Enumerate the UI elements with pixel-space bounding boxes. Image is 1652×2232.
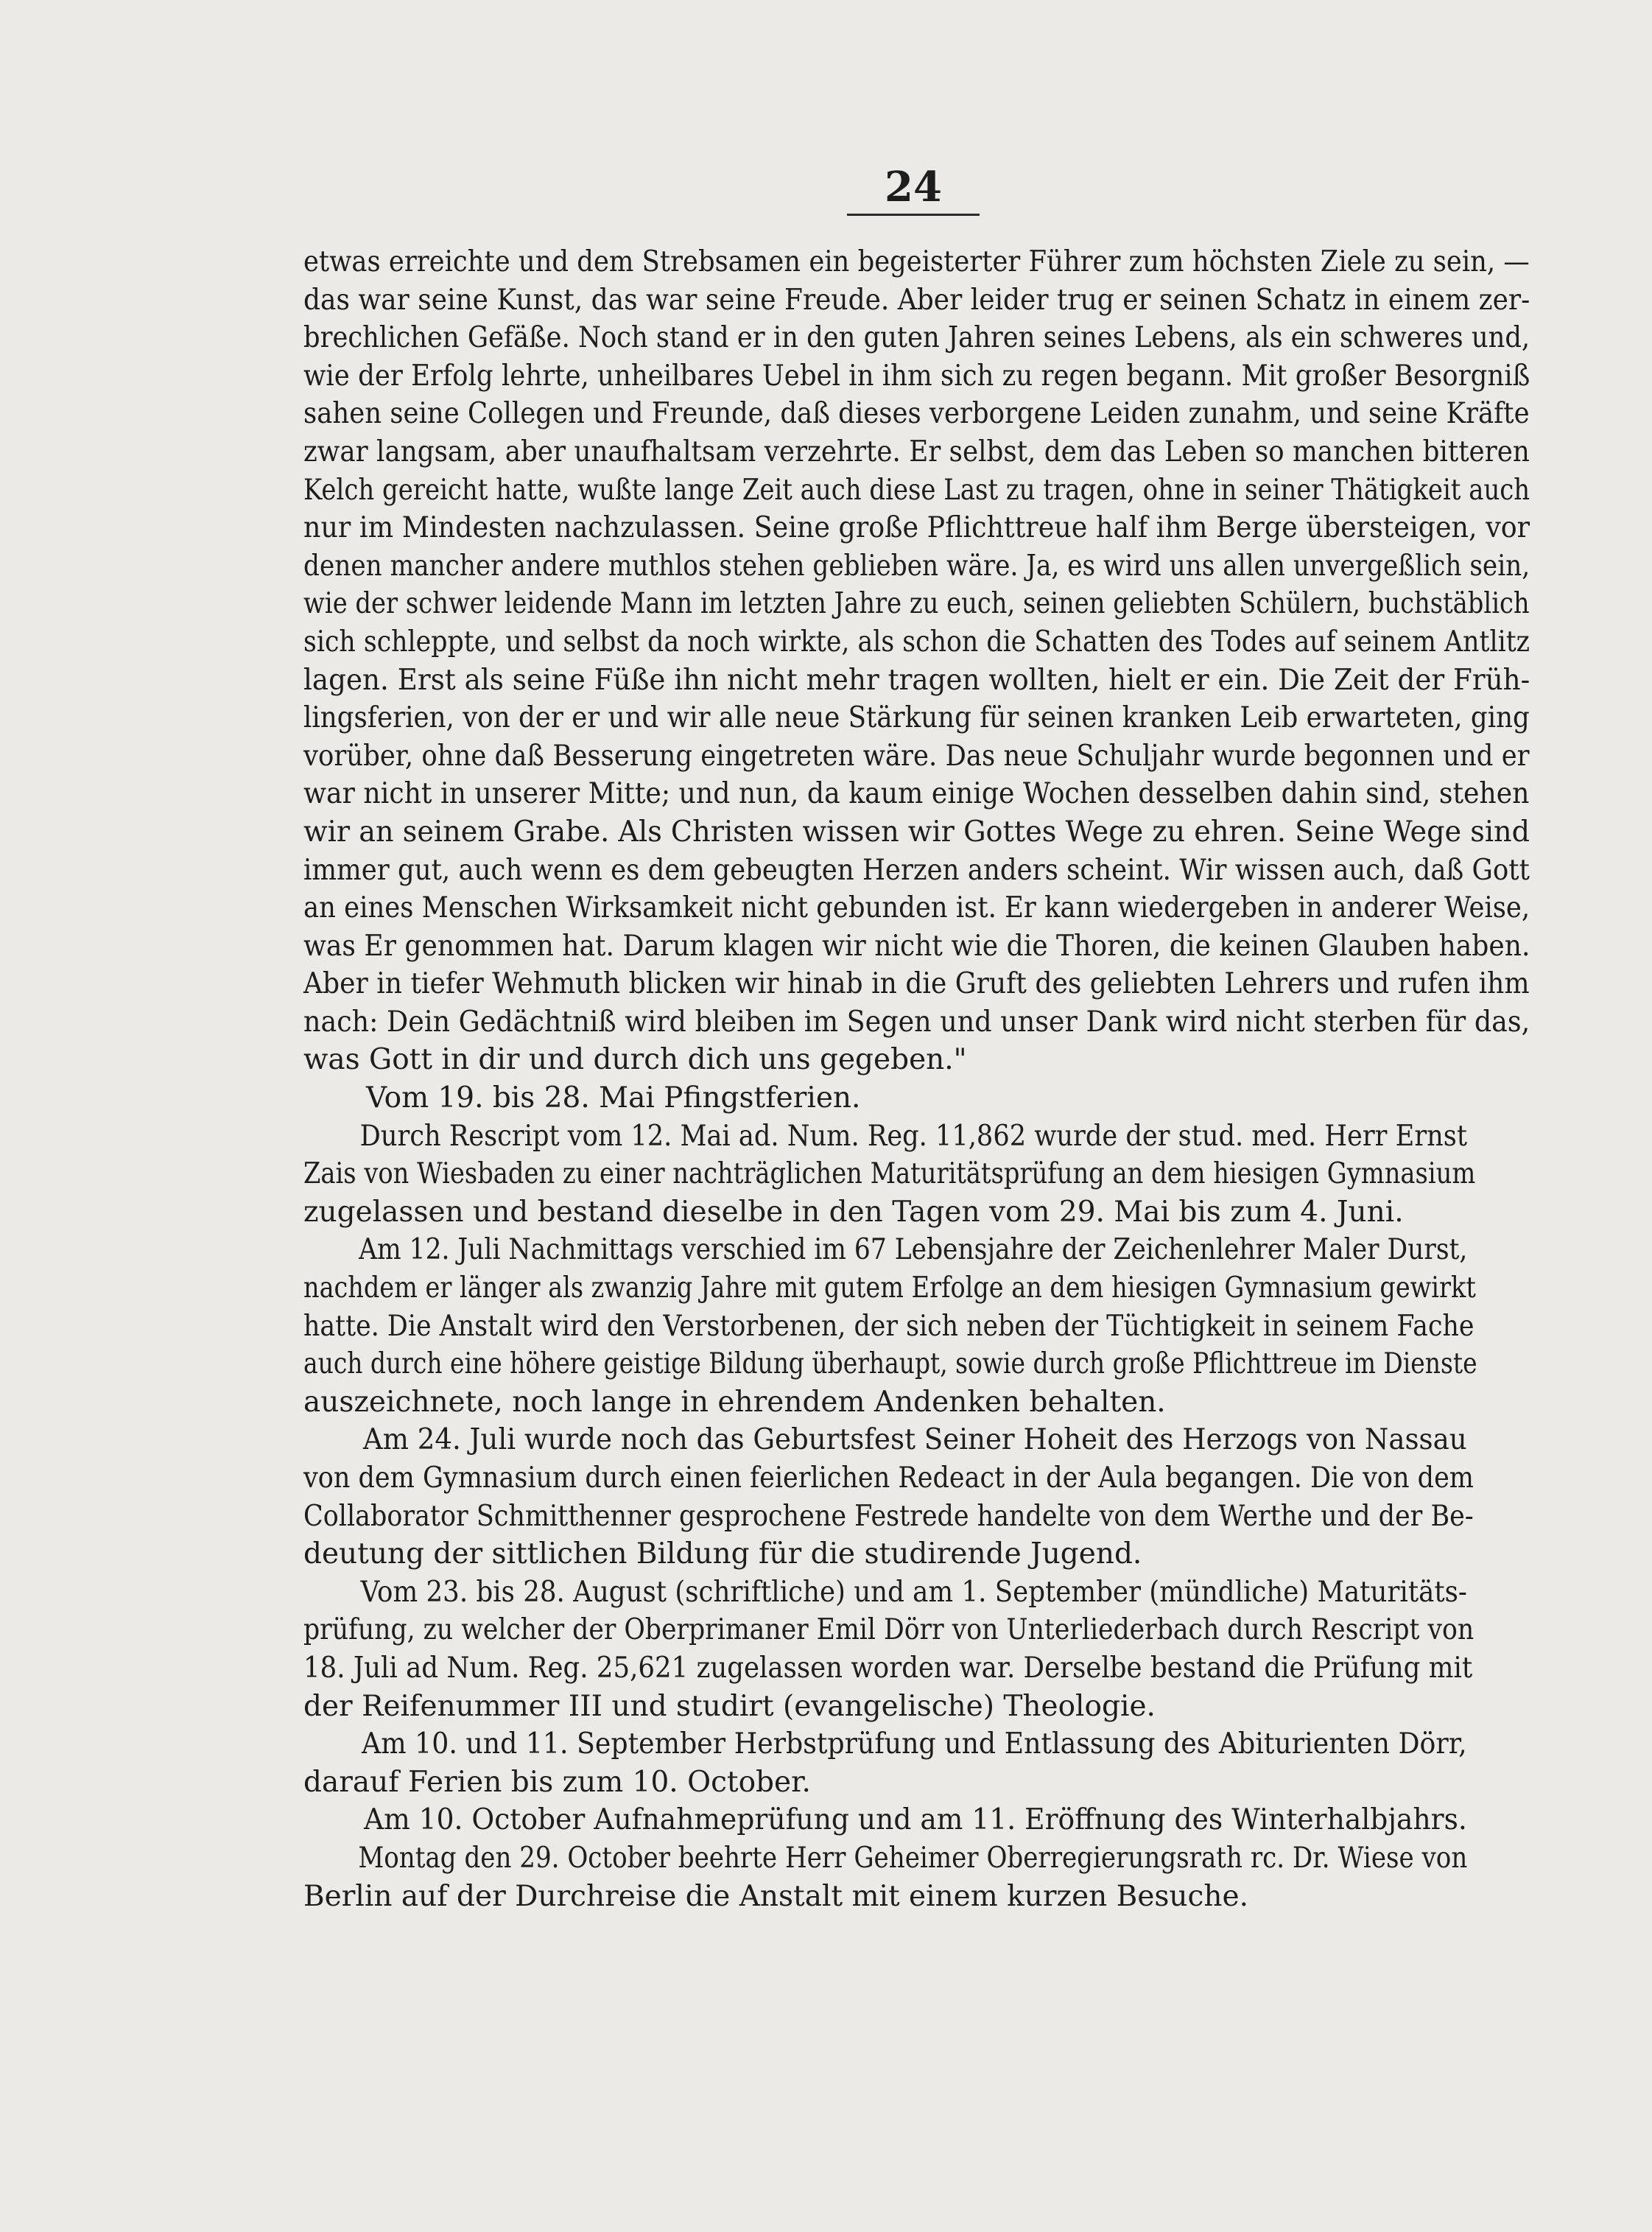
text-line: nachdem er länger als zwanzig Jahre mit gutem Erfolge an dem hiesigen Gymnasium gewirkt <box>303 1271 1476 1305</box>
text-line: 18. Juli ad Num. Reg. 25,621 zugelassen worden war. Derselbe bestand die Prüfung mit <box>303 1651 1473 1685</box>
text-line: brechlichen Gefäße. Noch stand er in den guten Jahren seines Lebens, als ein schweres und, <box>303 321 1530 355</box>
text-line: das war seine Kunst, das war seine Freude. Aber leider trug er seinen Schatz in einem zer- <box>303 283 1530 317</box>
text-line: immer gut, auch wenn es dem gebeugten Herzen anders scheint. Wir wissen auch, daß Gott <box>303 853 1530 887</box>
text-line: etwas erreichte und dem Strebsamen ein begeisterter Führer zum höchsten Ziele zu sein, — <box>303 245 1530 278</box>
paragraph <box>303 1421 1530 1573</box>
paragraph <box>303 1839 1530 1915</box>
text-line: von dem Gymnasium durch einen feierlichen Redeact in der Aula begangen. Die von dem <box>303 1461 1475 1495</box>
text-line: sahen seine Collegen und Freunde, daß dieses verborgene Leiden zunahm, und seine Kräfte <box>303 397 1530 431</box>
text-line: zwar langsam, aber unaufhaltsam verzehrte. Er selbst, dem das Leben so manchen bitteren <box>303 435 1530 468</box>
text-line: auch durch eine höhere geistige Bildung überhaupt, sowie durch große Pflichttreue im Dienste <box>303 1347 1477 1381</box>
text-line: wie der Erfolg lehrte, unheilbares Uebel in ihm sich zu regen begann. Mit großer Besorgniß <box>303 359 1530 393</box>
text-line: Aber in tiefer Wehmuth blicken wir hinab in die Gruft des geliebten Lehrers und rufen ihm <box>303 967 1530 1001</box>
paragraph <box>303 243 1530 1079</box>
text-line: denen mancher andere muthlos stehen geblieben wäre. Ja, es wird uns allen unvergeßlich sein, <box>303 549 1530 583</box>
text-line: was Gott in dir und durch dich uns gegeben." <box>303 1043 967 1077</box>
text-line: zugelassen und bestand dieselbe in den Tagen vom 29. Mai bis zum 4. Juni. <box>303 1195 1404 1229</box>
text-line: prüfung, zu welcher der Oberprimaner Emil Dörr von Unterliederbach durch Rescript von <box>303 1613 1475 1647</box>
paragraph <box>303 1573 1530 1725</box>
text-line: Am 10. October Aufnahmeprüfung und am 11. Eröffnung des Winterhalbjahrs. <box>363 1803 1467 1837</box>
page-number-rule <box>847 214 980 216</box>
paragraph <box>303 1117 1530 1232</box>
paragraph <box>303 1725 1530 1801</box>
text-line: vorüber, ohne daß Besserung eingetreten wäre. Das neue Schuljahr wurde begonnen und er <box>303 739 1530 773</box>
text-line: an eines Menschen Wirksamkeit nicht gebunden ist. Er kann wiedergeben in anderer Weise, <box>303 891 1530 925</box>
text-line: Vom 19. bis 28. Mai Pfingstferien. <box>366 1081 861 1115</box>
text-line: darauf Ferien bis zum 10. October. <box>303 1765 811 1799</box>
text-line: Berlin auf der Durchreise die Anstalt mit einem kurzen Besuche. <box>303 1879 1248 1913</box>
text-line: was Er genommen hat. Darum klagen wir nicht wie die Thoren, die keinen Glauben haben. <box>303 929 1530 963</box>
text-line: Am 12. Juli Nachmittags verschied im 67 Lebensjahre der Zeichenlehrer Maler Durst, <box>359 1233 1468 1267</box>
text-line: Montag den 29. October beehrte Herr Geheimer Oberregierungsrath rc. Dr. Wiese von <box>358 1841 1468 1875</box>
text-line: lingsferien, von der er und wir alle neue Stärkung für seinen kranken Leib erwarteten, ging <box>303 701 1530 735</box>
paragraph <box>303 1801 1530 1839</box>
text-line: deutung der sittlichen Bildung für die studirende Jugend. <box>303 1537 1142 1571</box>
text-line: Am 10. und 11. September Herbstprüfung und Entlassung des Abiturienten Dörr, <box>362 1727 1467 1761</box>
text-line: Kelch gereicht hatte, wußte lange Zeit auch diese Last zu tragen, ohne in seiner Thätigkeit auch <box>303 473 1530 507</box>
paragraph <box>303 1079 1530 1117</box>
text-line: Am 24. Juli wurde noch das Geburtsfest Seiner Hoheit des Herzogs von Nassau <box>362 1423 1467 1457</box>
text-line: wie der schwer leidende Mann im letzten Jahre zu euch, seinen geliebten Schülern, buchstäblich <box>303 587 1530 621</box>
text-line: lagen. Erst als seine Füße ihn nicht mehr tragen wollten, hielt er ein. Die Zeit der Früh- <box>303 663 1530 697</box>
text-line: Durch Rescript vom 12. Mai ad. Num. Reg. 11,862 wurde der stud. med. Herr Ernst <box>359 1119 1467 1153</box>
text-line: sich schleppte, und selbst da noch wirkte, als schon die Schatten des Todes auf seinem Antlitz <box>303 625 1530 659</box>
text-line: Zais von Wiesbaden zu einer nachträglichen Maturitätsprüfung an dem hiesigen Gymnasium <box>303 1157 1476 1191</box>
text-line: der Reifenummer III und studirt (evangelische) Theologie. <box>303 1689 1156 1723</box>
text-line: nach: Dein Gedächtniß wird bleiben im Segen und unser Dank wird nicht sterben für das, <box>303 1005 1530 1039</box>
page-number: 24 <box>885 163 942 211</box>
paragraph <box>303 1231 1530 1421</box>
text-line: war nicht in unserer Mitte; und nun, da kaum einige Wochen desselben dahin sind, stehen <box>303 777 1530 811</box>
text-line: wir an seinem Grabe. Als Christen wissen wir Gottes Wege zu ehren. Seine Wege sind <box>303 815 1530 849</box>
text-line: hatte. Die Anstalt wird den Verstorbenen, der sich neben der Tüchtigkeit in seinem Fache <box>303 1309 1475 1343</box>
body-text <box>303 243 1530 1915</box>
text-line: Vom 23. bis 28. August (schriftliche) und am 1. September (mündliche) Maturitäts- <box>360 1575 1467 1609</box>
text-line: nur im Mindesten nachzulassen. Seine große Pflichttreue half ihm Berge übersteigen, vor <box>303 511 1530 545</box>
text-line: auszeichnete, noch lange in ehrendem Andenken behalten. <box>303 1385 1166 1419</box>
text-line: Collaborator Schmitthenner gesprochene Festrede handelte von dem Werthe und der Be- <box>303 1499 1474 1533</box>
